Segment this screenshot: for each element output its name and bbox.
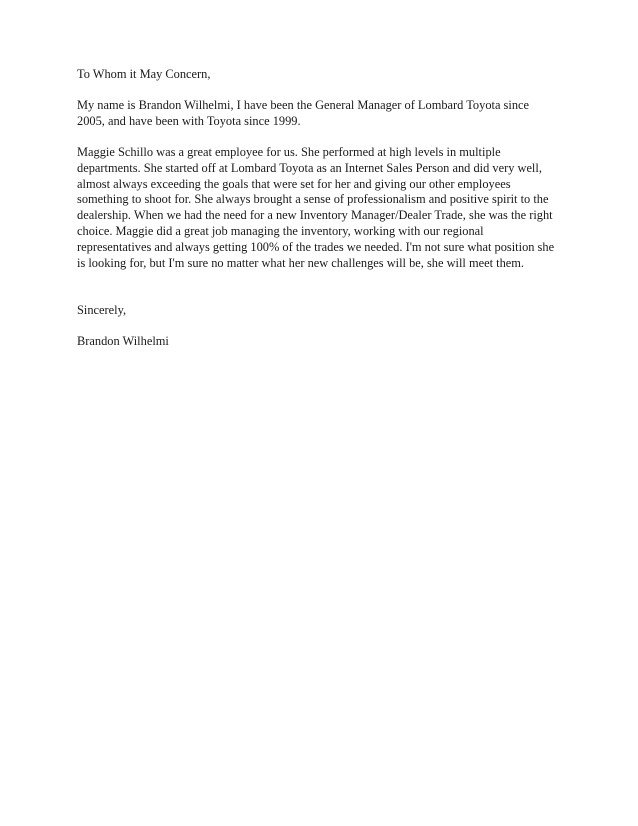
body-line: choice. Maggie did a great job managing the inventory, working with our regional [77, 224, 484, 239]
recommendation-paragraph [77, 145, 567, 272]
body-line: departments. She started off at Lombard Toyota as an Internet Sales Person and did very well, [77, 160, 542, 175]
body-line: representatives and always getting 100% of the trades we needed. I'm not sure what position she [77, 240, 555, 255]
letter-body [77, 67, 567, 350]
body-line: dealership. When we had the need for a new Inventory Manager/Dealer Trade, she was the right [77, 208, 553, 223]
body-line: almost always exceeding the goals that were set for her and giving our other employees [77, 176, 511, 191]
closing: Sincerely, [77, 302, 127, 317]
intro-line: 2005, and have been with Toyota since 1999. [77, 113, 301, 128]
intro-line: My name is Brandon Wilhelmi, I have been the General Manager of Lombard Toyota since [77, 97, 530, 112]
body-line: is looking for, but I'm sure no matter what her new challenges will be, she will meet them. [77, 256, 525, 271]
signature-name: Brandon Wilhelmi [77, 333, 169, 348]
body-line: Maggie Schillo was a great employee for us. She performed at high levels in multiple [77, 144, 501, 159]
intro-paragraph [77, 98, 567, 130]
body-line: something to shoot for. She always brought a sense of professionalism and positive spirit to the [77, 192, 549, 207]
salutation: To Whom it May Concern, [77, 67, 211, 81]
